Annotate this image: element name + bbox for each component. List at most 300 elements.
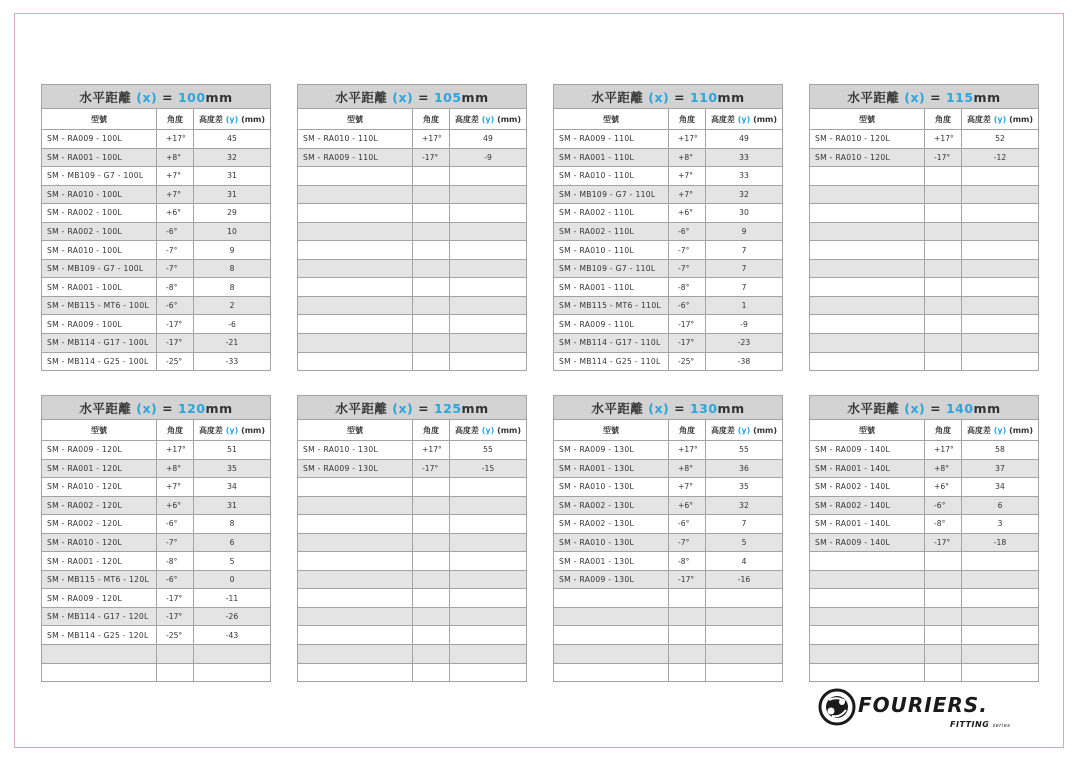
cell-model xyxy=(298,241,413,260)
header-model: 型號 xyxy=(810,109,925,130)
cell-model: SM - MB109 - G7 - 100L xyxy=(42,167,157,186)
cell-angle xyxy=(413,167,450,186)
cell-model xyxy=(298,645,413,664)
cell-angle: +6° xyxy=(157,204,194,223)
header-height-var: (y) xyxy=(737,114,751,124)
cell-model: SM - RA001 - 120L xyxy=(42,459,157,478)
distance-table xyxy=(809,84,1039,371)
cell-angle: -7° xyxy=(669,259,706,278)
table-row xyxy=(298,241,527,260)
table-row xyxy=(810,204,1039,223)
table-row xyxy=(298,589,527,608)
cell-angle: +17° xyxy=(413,130,450,149)
cell-height: 52 xyxy=(962,130,1039,149)
table-row xyxy=(42,315,271,334)
cell-height: 5 xyxy=(706,533,783,552)
title-x-label: (x) xyxy=(904,89,926,105)
cell-height: -6 xyxy=(194,315,271,334)
distance-table xyxy=(41,84,271,371)
table-row xyxy=(42,515,271,534)
cell-height xyxy=(450,607,527,626)
cell-model: SM - RA001 - 100L xyxy=(42,278,157,297)
distance-table xyxy=(553,395,783,682)
cell-height: -12 xyxy=(962,148,1039,167)
cell-height xyxy=(706,607,783,626)
cell-height xyxy=(450,222,527,241)
distance-table xyxy=(809,395,1039,682)
cell-height: 31 xyxy=(194,496,271,515)
cell-angle: -25° xyxy=(157,352,194,371)
title-prefix: 水平距離 xyxy=(591,400,644,416)
header-height-unit: (mm) xyxy=(753,114,778,124)
cell-height: 35 xyxy=(194,459,271,478)
cell-height: 4 xyxy=(706,552,783,571)
table-row xyxy=(42,204,271,223)
table-row xyxy=(554,204,783,223)
table-row xyxy=(554,626,783,645)
logo-wordmark: FOURIERS. xyxy=(858,693,988,717)
table-row xyxy=(298,496,527,515)
table-row xyxy=(554,570,783,589)
cell-model: SM - RA010 - 120L xyxy=(42,533,157,552)
table-row xyxy=(554,259,783,278)
cell-model: SM - RA009 - 120L xyxy=(42,441,157,460)
cell-height xyxy=(962,296,1039,315)
table-row xyxy=(42,570,271,589)
header-height-var: (y) xyxy=(481,114,495,124)
distance-table xyxy=(297,84,527,371)
cell-angle xyxy=(413,204,450,223)
table-row xyxy=(42,296,271,315)
cell-model xyxy=(298,533,413,552)
table-row xyxy=(810,259,1039,278)
cell-model xyxy=(810,552,925,571)
cell-height xyxy=(450,533,527,552)
cell-model xyxy=(42,645,157,664)
table-row xyxy=(298,552,527,571)
cell-height xyxy=(962,334,1039,353)
cell-model xyxy=(554,589,669,608)
cell-model: SM - RA002 - 120L xyxy=(42,515,157,534)
cell-angle xyxy=(413,296,450,315)
cell-height xyxy=(450,663,527,682)
cell-height: -33 xyxy=(194,352,271,371)
cell-angle xyxy=(669,626,706,645)
table-row xyxy=(810,570,1039,589)
title-unit: mm xyxy=(205,89,233,105)
cell-angle: -6° xyxy=(925,496,962,515)
table-row xyxy=(810,315,1039,334)
title-value: 100 xyxy=(177,89,206,105)
cell-height: -23 xyxy=(706,334,783,353)
cell-angle: +8° xyxy=(925,459,962,478)
cell-model: SM - RA002 - 130L xyxy=(554,496,669,515)
table-row xyxy=(298,570,527,589)
table-row xyxy=(298,533,527,552)
cell-angle: -25° xyxy=(669,352,706,371)
header-angle: 角度 xyxy=(925,109,962,130)
cell-model: SM - RA009 - 110L xyxy=(554,315,669,334)
cell-model xyxy=(810,570,925,589)
cell-model xyxy=(554,663,669,682)
cell-model xyxy=(810,241,925,260)
cell-angle xyxy=(413,589,450,608)
table-row xyxy=(298,441,527,460)
table-row xyxy=(554,589,783,608)
title-value: 130 xyxy=(689,400,718,416)
cell-model: SM - RA010 - 130L xyxy=(554,533,669,552)
table-row xyxy=(42,167,271,186)
header-height-prefix: 高度差 xyxy=(454,114,479,124)
cell-height: 9 xyxy=(194,241,271,260)
title-equals: = xyxy=(157,400,178,416)
header-height xyxy=(706,420,783,441)
distance-table xyxy=(297,395,527,682)
table-row xyxy=(554,459,783,478)
table-row xyxy=(298,459,527,478)
title-value: 105 xyxy=(433,89,462,105)
cell-height: -15 xyxy=(450,459,527,478)
table-row xyxy=(810,241,1039,260)
cell-angle: +7° xyxy=(669,167,706,186)
table-row xyxy=(554,496,783,515)
cell-angle: -17° xyxy=(157,315,194,334)
cell-height: 9 xyxy=(706,222,783,241)
table-row xyxy=(554,296,783,315)
cell-model xyxy=(810,663,925,682)
header-height xyxy=(450,420,527,441)
table-row xyxy=(554,148,783,167)
cell-model xyxy=(298,222,413,241)
cell-angle xyxy=(413,645,450,664)
cell-angle xyxy=(925,570,962,589)
cell-angle xyxy=(925,352,962,371)
header-height-var: (y) xyxy=(993,114,1007,124)
cell-model: SM - RA001 - 130L xyxy=(554,552,669,571)
cell-angle xyxy=(413,607,450,626)
cell-angle: -6° xyxy=(157,515,194,534)
cell-model xyxy=(810,185,925,204)
cell-height: 33 xyxy=(706,167,783,186)
cell-height xyxy=(706,626,783,645)
cell-height: -26 xyxy=(194,607,271,626)
cell-angle xyxy=(925,185,962,204)
cell-angle: -6° xyxy=(157,296,194,315)
cell-model xyxy=(298,334,413,353)
cell-angle: +6° xyxy=(669,204,706,223)
table-row xyxy=(810,148,1039,167)
cell-model xyxy=(810,259,925,278)
cell-angle: -6° xyxy=(157,570,194,589)
cell-model: SM - RA010 - 110L xyxy=(298,130,413,149)
cell-height xyxy=(962,552,1039,571)
cell-height: 34 xyxy=(962,478,1039,497)
cell-height xyxy=(450,315,527,334)
title-unit: mm xyxy=(461,400,489,416)
cell-angle xyxy=(925,204,962,223)
cell-height xyxy=(450,645,527,664)
header-height-var: (y) xyxy=(993,425,1007,435)
table-title xyxy=(298,396,527,420)
title-value: 120 xyxy=(177,400,206,416)
cell-angle xyxy=(413,478,450,497)
table-row xyxy=(42,552,271,571)
cell-height: 7 xyxy=(706,278,783,297)
cell-model xyxy=(810,352,925,371)
cell-height xyxy=(962,315,1039,334)
table-row xyxy=(298,259,527,278)
cell-model: SM - MB114 - G17 - 110L xyxy=(554,334,669,353)
cell-height: 32 xyxy=(706,496,783,515)
cell-angle: +17° xyxy=(413,441,450,460)
cell-height: 49 xyxy=(706,130,783,149)
cell-model: SM - MB114 - G25 - 110L xyxy=(554,352,669,371)
title-value: 125 xyxy=(433,400,462,416)
cell-height xyxy=(450,296,527,315)
cell-height: -9 xyxy=(450,148,527,167)
cell-model: SM - MB109 - G7 - 100L xyxy=(42,259,157,278)
cell-height xyxy=(450,496,527,515)
cell-height: 31 xyxy=(194,185,271,204)
cell-angle: -17° xyxy=(669,315,706,334)
table-title xyxy=(554,396,783,420)
cell-angle xyxy=(925,222,962,241)
cell-model xyxy=(298,315,413,334)
table-row xyxy=(298,296,527,315)
title-x-label: (x) xyxy=(648,89,670,105)
cell-height: -16 xyxy=(706,570,783,589)
table-row xyxy=(42,478,271,497)
cell-model: SM - RA002 - 120L xyxy=(42,496,157,515)
cell-model xyxy=(810,626,925,645)
cell-height: 7 xyxy=(706,241,783,260)
cell-angle: +17° xyxy=(669,130,706,149)
cell-height: 34 xyxy=(194,478,271,497)
cell-angle: +7° xyxy=(157,185,194,204)
cell-angle: +17° xyxy=(157,130,194,149)
table-row xyxy=(42,334,271,353)
cell-height xyxy=(450,185,527,204)
table-title xyxy=(42,396,271,420)
cell-height: -9 xyxy=(706,315,783,334)
title-prefix: 水平距離 xyxy=(79,89,132,105)
brand-logo xyxy=(818,688,1038,734)
cell-angle: -8° xyxy=(669,552,706,571)
cell-model: SM - RA010 - 100L xyxy=(42,185,157,204)
cell-height xyxy=(962,185,1039,204)
table-row xyxy=(42,222,271,241)
cell-model xyxy=(298,589,413,608)
cell-angle xyxy=(925,645,962,664)
table-row xyxy=(810,515,1039,534)
table-row xyxy=(810,645,1039,664)
title-x-label: (x) xyxy=(648,400,670,416)
cell-model xyxy=(810,296,925,315)
cell-angle: -8° xyxy=(925,515,962,534)
cell-model xyxy=(554,626,669,645)
header-height-prefix: 高度差 xyxy=(198,114,223,124)
cell-height: -11 xyxy=(194,589,271,608)
logo-subtitle xyxy=(950,720,1010,729)
table-row xyxy=(298,130,527,149)
title-equals: = xyxy=(669,89,690,105)
table-title xyxy=(42,85,271,109)
table-title xyxy=(810,396,1039,420)
table-row xyxy=(298,478,527,497)
cell-model: SM - RA002 - 100L xyxy=(42,204,157,223)
cell-angle: +8° xyxy=(157,148,194,167)
title-equals: = xyxy=(669,400,690,416)
cell-model xyxy=(554,607,669,626)
cell-height: 0 xyxy=(194,570,271,589)
header-height-unit: (mm) xyxy=(497,114,522,124)
table-row xyxy=(42,663,271,682)
cell-angle xyxy=(925,241,962,260)
cell-angle xyxy=(413,533,450,552)
cell-angle xyxy=(925,278,962,297)
cell-height: 32 xyxy=(194,148,271,167)
table-row xyxy=(298,148,527,167)
table-row xyxy=(554,533,783,552)
column-header-row xyxy=(42,420,271,441)
title-equals: = xyxy=(925,89,946,105)
cell-angle xyxy=(925,296,962,315)
cell-height: 8 xyxy=(194,259,271,278)
column-header-row xyxy=(554,109,783,130)
cell-height xyxy=(450,570,527,589)
title-prefix: 水平距離 xyxy=(847,400,900,416)
table-title xyxy=(298,85,527,109)
cell-height xyxy=(962,167,1039,186)
cell-height: 3 xyxy=(962,515,1039,534)
table-row xyxy=(810,552,1039,571)
cell-model: SM - RA009 - 140L xyxy=(810,533,925,552)
cell-height: 36 xyxy=(706,459,783,478)
header-height xyxy=(706,109,783,130)
header-height-unit: (mm) xyxy=(1009,114,1034,124)
cell-angle xyxy=(925,626,962,645)
table-row xyxy=(42,259,271,278)
cell-angle: -17° xyxy=(925,148,962,167)
header-model: 型號 xyxy=(554,420,669,441)
header-height xyxy=(450,109,527,130)
cell-model xyxy=(810,334,925,353)
cell-height xyxy=(450,167,527,186)
cell-angle xyxy=(925,259,962,278)
table-row xyxy=(298,278,527,297)
cell-height xyxy=(450,478,527,497)
header-angle: 角度 xyxy=(669,109,706,130)
cell-angle xyxy=(925,607,962,626)
table-row xyxy=(42,589,271,608)
table-row xyxy=(42,352,271,371)
cell-model: SM - RA002 - 130L xyxy=(554,515,669,534)
cell-height xyxy=(450,352,527,371)
cell-angle: -7° xyxy=(669,241,706,260)
table-row xyxy=(810,167,1039,186)
table-row xyxy=(554,441,783,460)
distance-table xyxy=(41,395,271,682)
table-row xyxy=(298,334,527,353)
cell-angle xyxy=(413,663,450,682)
cell-angle: +7° xyxy=(669,185,706,204)
cell-height xyxy=(962,352,1039,371)
cell-model: SM - MB109 - G7 - 110L xyxy=(554,185,669,204)
cell-angle xyxy=(669,663,706,682)
header-angle: 角度 xyxy=(157,420,194,441)
header-angle: 角度 xyxy=(925,420,962,441)
header-model: 型號 xyxy=(42,420,157,441)
title-prefix: 水平距離 xyxy=(591,89,644,105)
cell-height xyxy=(450,552,527,571)
table-row xyxy=(554,552,783,571)
header-height-prefix: 高度差 xyxy=(966,425,991,435)
title-unit: mm xyxy=(717,400,745,416)
header-height-prefix: 高度差 xyxy=(710,114,735,124)
cell-height: 37 xyxy=(962,459,1039,478)
header-angle: 角度 xyxy=(157,109,194,130)
cell-angle xyxy=(413,241,450,260)
cell-angle xyxy=(413,334,450,353)
header-angle: 角度 xyxy=(413,109,450,130)
cell-model: SM - RA001 - 140L xyxy=(810,515,925,534)
cell-angle: -6° xyxy=(669,515,706,534)
header-height xyxy=(962,109,1039,130)
cell-model: SM - RA010 - 100L xyxy=(42,241,157,260)
title-prefix: 水平距離 xyxy=(335,400,388,416)
cell-height: 5 xyxy=(194,552,271,571)
cell-height xyxy=(450,589,527,608)
table-row xyxy=(810,130,1039,149)
cell-angle: +8° xyxy=(157,459,194,478)
table-row xyxy=(554,334,783,353)
table-row xyxy=(810,478,1039,497)
title-equals: = xyxy=(413,400,434,416)
title-unit: mm xyxy=(461,89,489,105)
cell-angle: -8° xyxy=(157,278,194,297)
title-unit: mm xyxy=(973,400,1001,416)
cell-angle xyxy=(413,278,450,297)
column-header-row xyxy=(298,420,527,441)
cell-angle: -8° xyxy=(157,552,194,571)
cell-angle xyxy=(413,315,450,334)
cell-height xyxy=(450,278,527,297)
table-row xyxy=(810,589,1039,608)
title-unit: mm xyxy=(717,89,745,105)
table-row xyxy=(810,352,1039,371)
cell-angle: -17° xyxy=(157,589,194,608)
cell-height: 55 xyxy=(706,441,783,460)
cell-height: 1 xyxy=(706,296,783,315)
cell-model: SM - RA001 - 110L xyxy=(554,148,669,167)
cell-height xyxy=(962,589,1039,608)
table-row xyxy=(554,185,783,204)
cell-model: SM - RA009 - 100L xyxy=(42,315,157,334)
cell-model xyxy=(810,204,925,223)
cell-angle xyxy=(925,315,962,334)
table-row xyxy=(298,204,527,223)
title-unit: mm xyxy=(205,400,233,416)
title-prefix: 水平距離 xyxy=(335,89,388,105)
cell-height: 35 xyxy=(706,478,783,497)
cell-angle: -6° xyxy=(157,222,194,241)
column-header-row xyxy=(42,109,271,130)
table-row xyxy=(810,626,1039,645)
cell-height: 7 xyxy=(706,259,783,278)
cell-angle: -6° xyxy=(669,222,706,241)
cell-height: 33 xyxy=(706,148,783,167)
table-row xyxy=(298,167,527,186)
